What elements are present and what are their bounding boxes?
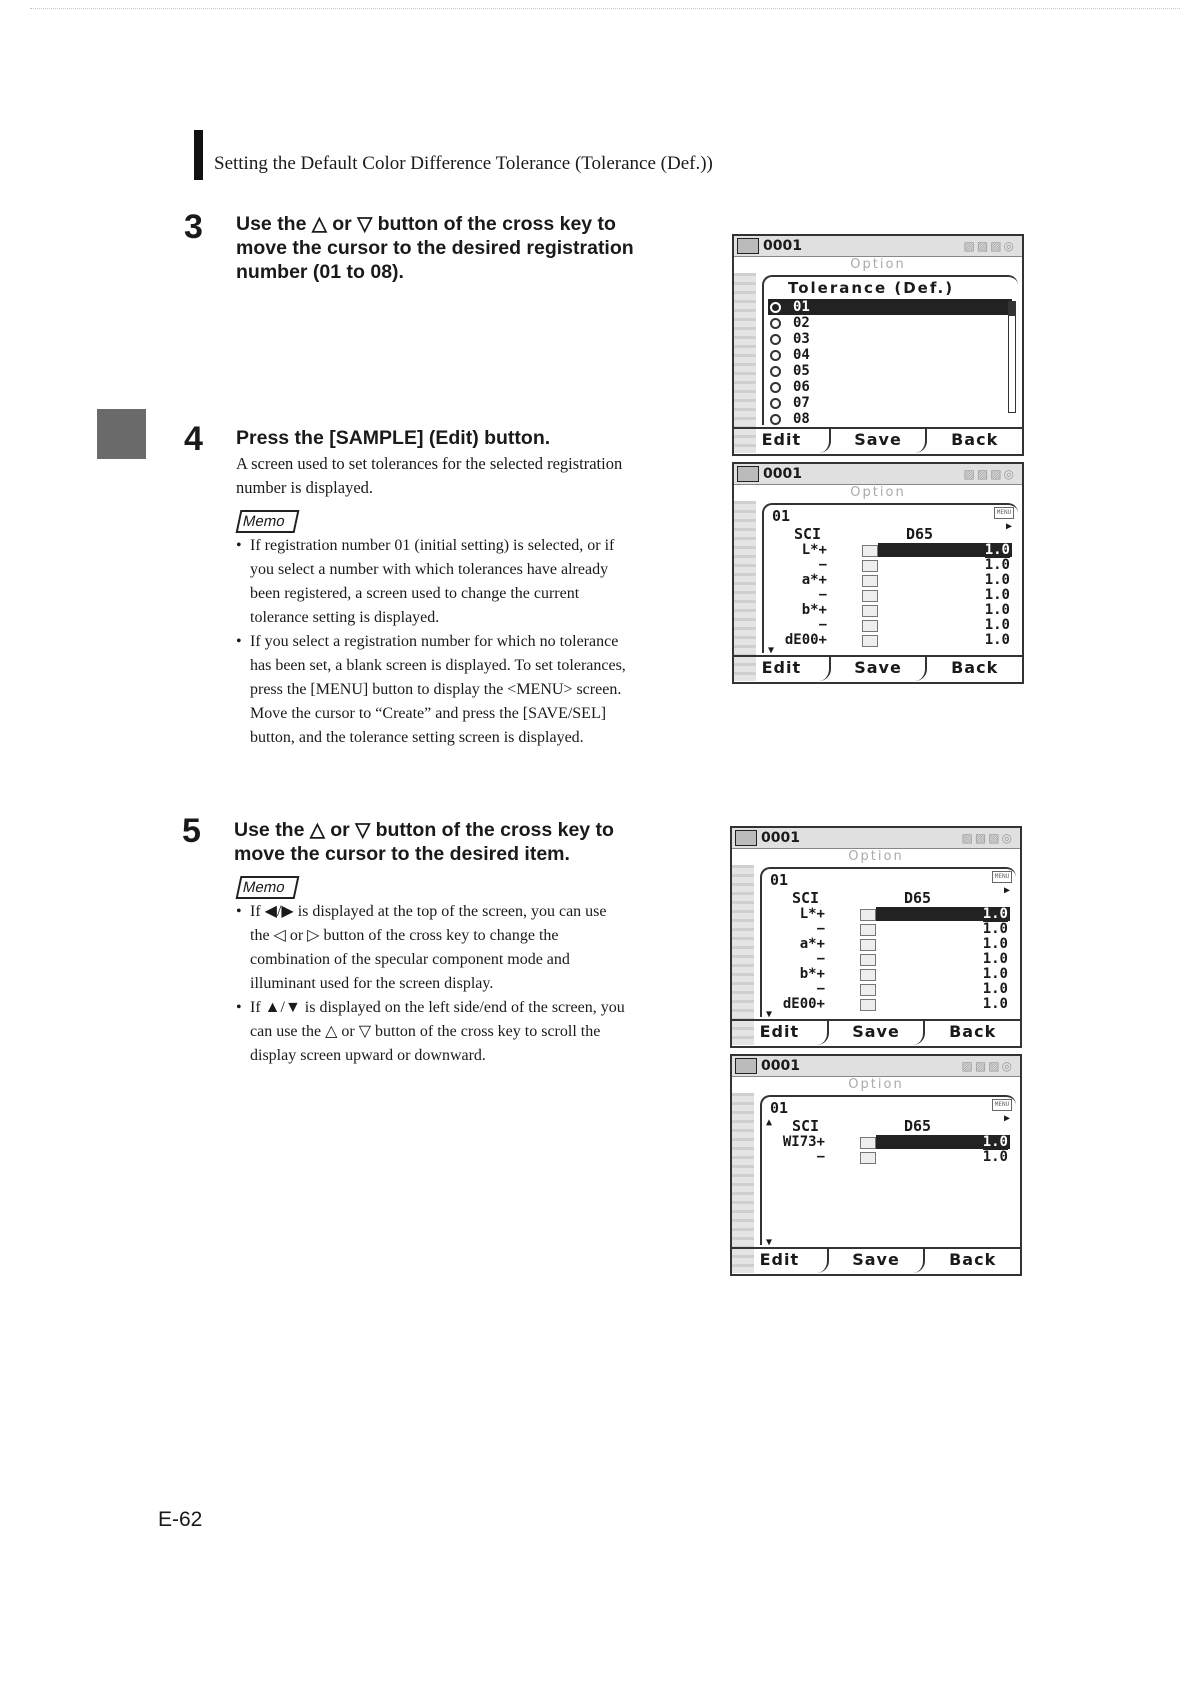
edit-panel <box>760 1095 1016 1248</box>
edit-button[interactable]: Edit <box>734 657 831 681</box>
screen-side-icons <box>732 865 754 1045</box>
back-button[interactable]: Back <box>951 430 999 449</box>
tolerance-row[interactable]: dE00+ 1.0 <box>784 632 1010 648</box>
scroll-down-icon: ▼ <box>766 1009 773 1020</box>
step-5-number: 5 <box>182 812 201 850</box>
back-button[interactable]: Back <box>949 1022 997 1041</box>
save-button[interactable]: Save <box>829 1249 926 1273</box>
checkbox-icon <box>860 954 876 966</box>
screen-edit-wi <box>730 1054 1022 1276</box>
step-5-heading: Use the △ or ▽ button of the cross key to move the cursor to the desired item. <box>234 819 614 865</box>
screen-status-bar: 0001 ▨▨▨◎ <box>734 236 1022 257</box>
checkbox-icon <box>862 545 878 557</box>
scroll-up-icon: ▲ <box>766 1117 773 1128</box>
list-item[interactable]: 05 <box>768 363 1012 379</box>
spec-mode: SCI <box>792 889 820 907</box>
memo-badge: Memo <box>236 876 300 899</box>
chapter-tab <box>97 409 146 459</box>
radio-icon <box>770 318 781 329</box>
radio-icon <box>770 366 781 377</box>
radio-icon <box>770 302 781 313</box>
tolerance-row[interactable]: − 1.0 <box>818 557 1010 573</box>
checkbox-icon <box>860 909 876 921</box>
screen-side-icons <box>734 273 756 453</box>
menu-icon: MENU <box>994 507 1014 519</box>
memo-bullet: • If registration number 01 (initial setting) is selected, or if you select a number with which tolerances have already been registered, a screen used to change the current tolerance setting is displayed. <box>236 534 626 630</box>
checkbox-icon <box>860 924 876 936</box>
screen-side-icons <box>732 1093 754 1273</box>
memo-badge: Memo <box>236 510 300 533</box>
screen-subtitle: Option <box>848 1077 904 1092</box>
checkbox-icon <box>862 635 878 647</box>
registration-number: 01 <box>770 871 789 889</box>
list-item[interactable]: 03 <box>768 331 1012 347</box>
edit-button[interactable]: Edit <box>732 1249 829 1273</box>
right-arrow-icon: ▶ <box>1003 885 1010 896</box>
checkbox-icon <box>860 999 876 1011</box>
tolerance-row[interactable]: L*+ 1.0 <box>799 906 1008 922</box>
status-icons: ▨▨▨◎ <box>963 467 1016 481</box>
checkbox-icon <box>860 939 876 951</box>
radio-icon <box>770 334 781 345</box>
instrument-icon <box>737 466 759 482</box>
back-button[interactable]: Back <box>951 658 999 677</box>
tolerance-row[interactable]: − 1.0 <box>816 1149 1008 1165</box>
spec-mode: SCI <box>794 525 822 543</box>
tolerance-list <box>768 299 1012 427</box>
checkbox-icon <box>860 1152 876 1164</box>
tolerance-row[interactable]: a*+ 1.0 <box>799 936 1008 952</box>
save-button[interactable]: Save <box>831 429 928 453</box>
top-border <box>30 8 1180 9</box>
step-4-memo-list <box>236 534 626 750</box>
scroll-down-icon: ▼ <box>768 645 775 656</box>
tolerance-row[interactable]: − 1.0 <box>816 951 1008 967</box>
screen-status-bar: 0001 ▨▨▨◎ <box>734 464 1022 485</box>
save-button[interactable]: Save <box>831 657 928 681</box>
illuminant: D65 <box>904 1117 932 1135</box>
tolerance-row[interactable]: − 1.0 <box>816 981 1008 997</box>
tolerance-panel <box>762 275 1018 425</box>
soft-key-bar <box>734 655 1022 681</box>
checkbox-icon <box>860 969 876 981</box>
screen-tolerance-list <box>732 234 1024 456</box>
checkbox-icon <box>862 620 878 632</box>
radio-icon <box>770 350 781 361</box>
radio-icon <box>770 382 781 393</box>
status-icons: ▨▨▨◎ <box>961 831 1014 845</box>
list-item[interactable]: 07 <box>768 395 1012 411</box>
screen-status-bar: 0001 ▨▨▨◎ <box>732 1056 1020 1077</box>
step-4-number: 4 <box>184 420 203 458</box>
step-5-memo-list <box>236 900 625 1068</box>
checkbox-icon <box>860 984 876 996</box>
tolerance-row[interactable]: L*+ 1.0 <box>801 542 1010 558</box>
screen-subtitle: Option <box>848 849 904 864</box>
illuminant: D65 <box>904 889 932 907</box>
soft-key-bar <box>734 427 1022 453</box>
menu-icon: MENU <box>992 871 1012 883</box>
tolerance-row[interactable]: a*+ 1.0 <box>801 572 1010 588</box>
checkbox-icon <box>862 575 878 587</box>
status-icons: ▨▨▨◎ <box>961 1059 1014 1073</box>
registration-number: 01 <box>770 1099 789 1117</box>
scroll-down-icon: ▼ <box>766 1237 773 1248</box>
instrument-icon <box>735 830 757 846</box>
edit-panel <box>762 503 1018 656</box>
screen-status-bar: 0001 ▨▨▨◎ <box>732 828 1020 849</box>
tolerance-row[interactable]: − 1.0 <box>818 587 1010 603</box>
soft-key-bar <box>732 1247 1020 1273</box>
tolerance-row[interactable]: − 1.0 <box>816 921 1008 937</box>
screen-edit-step5 <box>730 826 1022 1048</box>
list-item[interactable]: 06 <box>768 379 1012 395</box>
tolerance-row[interactable]: WI73+ 1.0 <box>782 1134 1008 1150</box>
step-3-heading: Use the △ or ▽ button of the cross key to move the cursor to the desired registration number (01 to 08). <box>236 213 634 283</box>
registration-number: 01 <box>772 507 791 525</box>
section-title: Setting the Default Color Difference Tolerance (Tolerance (Def.)) <box>214 153 713 174</box>
screen-subtitle: Option <box>850 485 906 500</box>
edit-panel <box>760 867 1016 1020</box>
list-item[interactable]: 04 <box>768 347 1012 363</box>
soft-key-bar <box>732 1019 1020 1045</box>
list-item[interactable]: 02 <box>768 315 1012 331</box>
screen-edit-step4 <box>732 462 1024 684</box>
memo-bullet: • If you select a registration number for which no tolerance has been set, a blank screen is displayed. To set tolerances, press the [MENU] button to display the <MENU> screen. Move the cursor to “Create” and press the [SAVE/SEL] button, and the tolerance setting screen is displayed. <box>236 630 626 750</box>
list-scrollbar[interactable] <box>1008 301 1016 413</box>
checkbox-icon <box>862 590 878 602</box>
tolerance-row[interactable]: − 1.0 <box>818 617 1010 633</box>
spec-mode: SCI <box>792 1117 820 1135</box>
back-button[interactable]: Back <box>949 1250 997 1269</box>
list-item[interactable]: 08 <box>768 411 1012 427</box>
checkbox-icon <box>862 605 878 617</box>
radio-icon <box>770 414 781 425</box>
checkbox-icon <box>862 560 878 572</box>
illuminant: D65 <box>906 525 934 543</box>
list-item[interactable]: 01 <box>768 299 1012 315</box>
radio-icon <box>770 398 781 409</box>
step-4-heading: Press the [SAMPLE] (Edit) button. <box>236 427 551 449</box>
section-marker <box>194 130 203 180</box>
page-number: E-62 <box>158 1508 203 1531</box>
edit-button[interactable]: Edit <box>732 1021 829 1045</box>
step-4-body: A screen used to set tolerances for the selected registration number is displayed. <box>236 454 623 497</box>
tolerance-row[interactable]: b*+ 1.0 <box>799 966 1008 982</box>
edit-button[interactable]: Edit <box>734 429 831 453</box>
right-arrow-icon: ▶ <box>1003 1113 1010 1124</box>
menu-icon: MENU <box>992 1099 1012 1111</box>
instrument-icon <box>735 1058 757 1074</box>
instrument-icon <box>737 238 759 254</box>
memo-bullet: • If ◀/▶ is displayed at the top of the screen, you can use the ◁ or ▷ button of the cross key to change the combination of the specular component mode and illuminant used for the screen display. <box>236 900 625 996</box>
memo-bullet: • If ▲/▼ is displayed on the left side/end of the screen, you can use the △ or ▽ button of the cross key to scroll the display screen upward or downward. <box>236 996 625 1068</box>
right-arrow-icon: ▶ <box>1005 521 1012 532</box>
screen-side-icons <box>734 501 756 681</box>
tolerance-title: Tolerance (Def.) <box>788 279 955 297</box>
save-button[interactable]: Save <box>829 1021 926 1045</box>
tolerance-row[interactable]: dE00+ 1.0 <box>782 996 1008 1012</box>
screen-subtitle: Option <box>850 257 906 272</box>
status-icons: ▨▨▨◎ <box>963 239 1016 253</box>
step-3-number: 3 <box>184 208 203 246</box>
tolerance-row[interactable]: b*+ 1.0 <box>801 602 1010 618</box>
checkbox-icon <box>860 1137 876 1149</box>
